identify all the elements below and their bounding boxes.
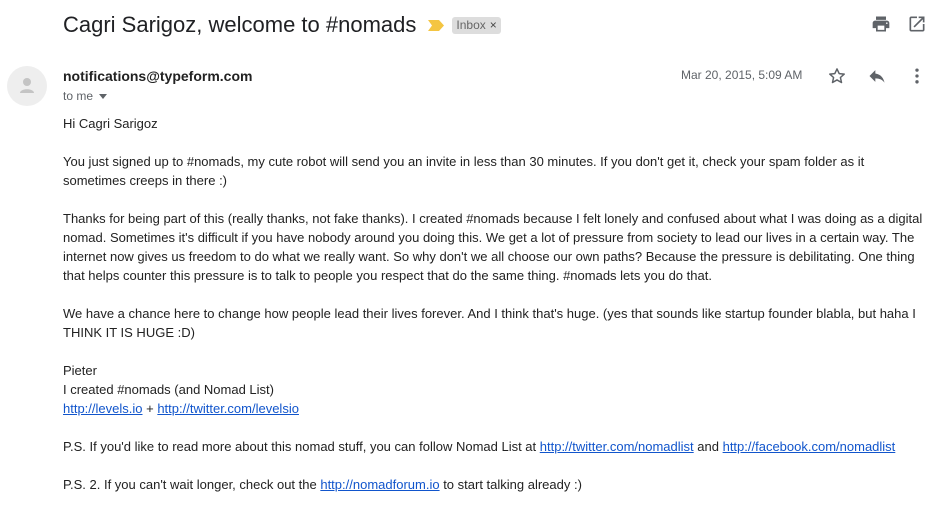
plus-separator: + (142, 401, 158, 416)
levelsio-twitter-link[interactable]: http://twitter.com/levelsio (157, 401, 299, 416)
inbox-label-chip (452, 17, 500, 34)
signature-line: I created #nomads (and Nomad List) (63, 382, 274, 397)
signature (63, 361, 929, 418)
open-in-new-window-icon[interactable] (907, 14, 927, 34)
default-person-icon (7, 66, 47, 106)
ps-paragraph-2 (63, 475, 929, 494)
print-icon[interactable] (871, 14, 891, 34)
levels-link[interactable]: http://levels.io (63, 401, 143, 416)
nomadlist-facebook-link[interactable]: http://facebook.com/nomadlist (722, 439, 896, 454)
message-date: Mar 20, 2015, 5:09 AM (681, 68, 803, 82)
inbox-label-text: Inbox (456, 17, 486, 32)
ps-paragraph-1 (63, 437, 929, 456)
body-paragraph-1: You just signed up to #nomads, my cute robot will send you an invite in less than 30 minutes. If you don't get it, check your spam folder as it sometimes creeps in there :) (63, 154, 865, 188)
remove-label-button[interactable]: × (489, 17, 497, 32)
star-icon[interactable] (827, 66, 847, 86)
recipient-text: to me (63, 89, 94, 103)
email-subject: Cagri Sarigoz, welcome to #nomads (63, 12, 417, 37)
ps2-text: P.S. 2. If you can't wait longer, check out the (63, 477, 321, 492)
nomadlist-twitter-link[interactable]: http://twitter.com/nomadlist (539, 439, 694, 454)
chevron-down-icon (99, 94, 107, 99)
subject-row (63, 10, 501, 40)
message-body (63, 114, 929, 513)
sender-email[interactable]: notifications@typeform.com (63, 68, 253, 84)
body-paragraph-3: We have a chance here to change how people lead their lives forever. And I think that's huge. (yes that sounds like startup founder blabla, but haha I THINK IT IS HUGE :D) (63, 306, 916, 340)
importance-marker-icon[interactable] (428, 20, 444, 31)
body-paragraph-2: Thanks for being part of this (really thanks, not fake thanks). I created #nomads because I felt lonely and confused about what I was doing as a digital nomad. Sometimes it's difficult if you have nobody around you doing this. We get a lot of pressure from society to lead our lives in a certain way. The internet now gives us freedom to do what we really want. So why don't we all choose our own paths? Because the pressure is debilitating. One thing that helps counter this pressure is to talk to people you respect that do the same thing. #nomads lets you do that. (63, 211, 923, 283)
reply-icon[interactable] (867, 66, 887, 86)
sender-avatar[interactable] (7, 66, 47, 106)
ps2-after-text: to start talking already :) (439, 477, 582, 492)
ps1-text: P.S. If you'd like to read more about this nomad stuff, you can follow Nomad List at (63, 439, 540, 454)
greeting-paragraph: Hi Cagri Sarigoz (63, 116, 158, 131)
nomadforum-link[interactable]: http://nomadforum.io (320, 477, 440, 492)
more-options-icon[interactable] (907, 66, 927, 86)
signature-name: Pieter (63, 363, 97, 378)
ps1-and-text: and (693, 439, 723, 454)
recipient-details-toggle[interactable] (63, 89, 107, 103)
